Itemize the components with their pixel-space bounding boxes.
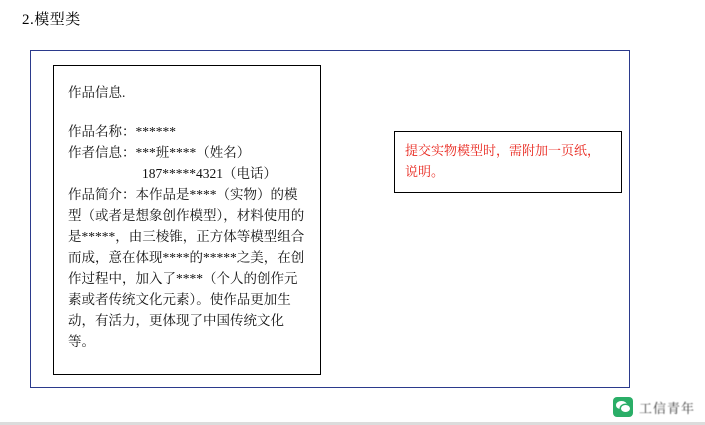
card-heading: 作品信息. [68,85,126,100]
work-description-value: 本作品是****（实物）的模型（或者是想象创作模型），材料使用的是*****，由三棱锥，正方体等模型组合而成，意在体现****的*****之美，在创作过程中，加入了****（个人的创作元素或者传统文化元素）。使作品更加生动，有活力，更体现了中国传统文化等。 [68,187,305,349]
page-title: 2.模型类 [22,12,81,28]
content-frame [30,50,630,388]
author-info-value: ***班****（姓名） [135,145,251,160]
author-info-label: 作者信息： [68,145,136,160]
note-callout [394,131,622,193]
work-info-card [53,65,321,375]
footer-account-badge [613,397,695,417]
work-name-line [68,121,306,142]
note-text: 提交实物模型时，需附加一页纸，说明。 [405,143,601,179]
work-name-value: ****** [135,124,176,139]
work-description-line [68,184,306,352]
work-description-label: 作品简介： [68,187,136,202]
work-name-label: 作品名称： [68,124,136,139]
author-info-line [68,142,306,163]
wechat-icon [613,397,633,417]
author-phone-line: 187*****4321（电话） [142,166,277,181]
footer-account-name: 工信青年 [638,400,695,416]
